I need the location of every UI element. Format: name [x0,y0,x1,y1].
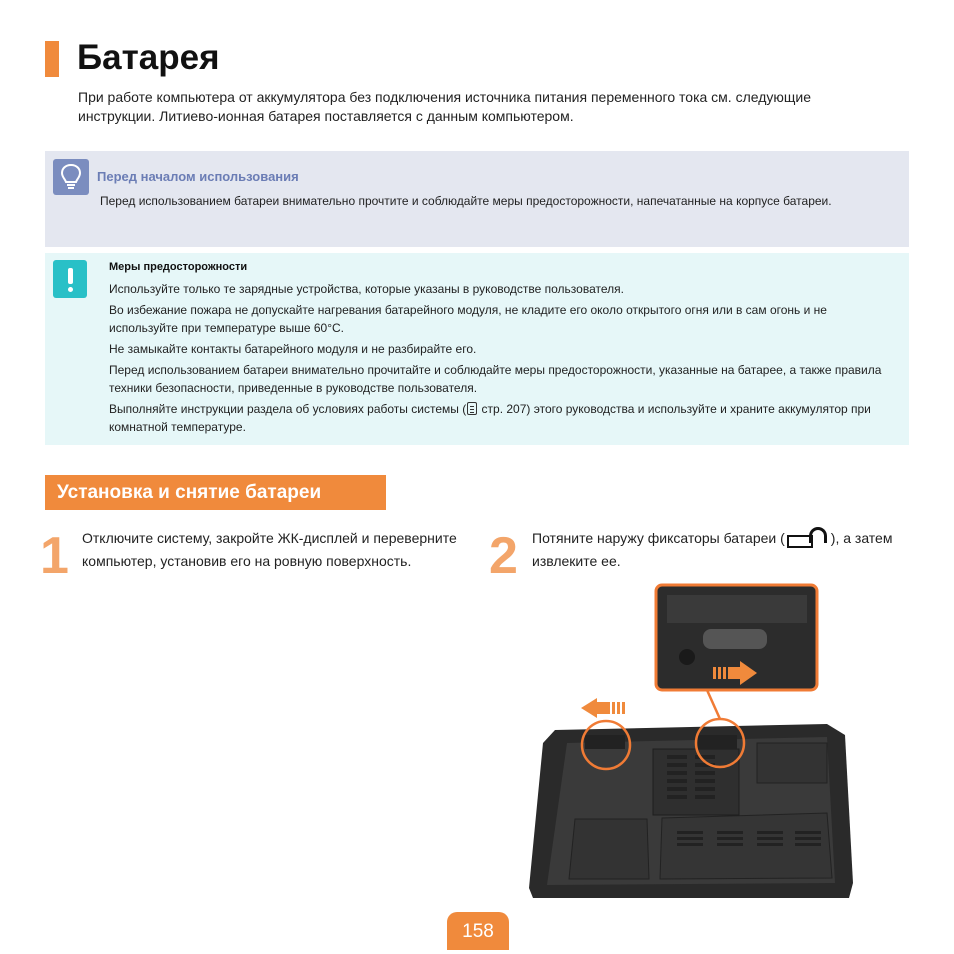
caution-title: Меры предосторожности [109,261,248,273]
laptop-bottom-image [529,724,853,898]
step-2-text-start: Потяните наружу фиксаторы батареи ( [532,530,785,546]
caution-item: Используйте только те зарядные устройства, которые указаны в руководстве пользователя. [109,282,624,296]
lightbulb-icon [53,159,89,195]
unlock-icon [785,527,831,549]
caution-list [109,280,899,439]
caution-item-text-end: стр. 207) этого руководства и используйте и храните аккумулятор при комнатной температуре. [109,402,871,434]
page-number: 158 [462,921,494,942]
caution-item: Не замыкайте контакты батарейного модуля и не разбирайте его. [109,342,477,356]
title-accent-bar [45,41,59,77]
caution-item: Во избежание пожара не допускайте нагревания батарейного модуля, не кладите его около открытого огня или в сам огонь и не используйте при температуре выше 60°C. [109,303,827,335]
laptop-battery-illustration [527,583,872,898]
step-1-text: Отключите систему, закройте ЖК-дисплей и переверните компьютер, установив его на ровную поверхность. [82,530,457,569]
exclamation-icon [53,260,87,298]
page-title: Батарея [77,38,220,77]
caution-box [45,253,909,445]
section-header [45,475,386,510]
intro-text: При работе компьютера от аккумулятора без подключения источника питания переменного тока см. следующие инструкции. Литиево-ионная батарея поставляется с данным компьютером. [78,89,812,124]
page-number-tab [447,912,509,950]
manual-reference-icon [467,402,477,415]
note-title: Перед началом использования [97,169,299,184]
note-box [45,151,909,247]
caution-item: Перед использованием батареи внимательно прочитайте и соблюдайте меры предосторожности, указанные на батарее, а также правила техники безопасности, приведенные в руководстве пользователя. [109,363,882,395]
note-text: Перед использованием батареи внимательно прочтите и соблюдайте меры предосторожности, напечатанные на корпусе батареи. [100,194,832,208]
left-arrow-icon [581,698,625,718]
step-2-text [532,527,912,573]
caution-item-text-start: Выполняйте инструкции раздела об условиях работы системы ( [109,402,467,416]
section-title: Установка и снятие батареи [57,482,322,503]
caution-item [109,400,899,436]
step-2-number: 2 [489,527,518,585]
step-1-number: 1 [40,527,69,585]
step-2-text-end: ), а затем извлеките ее. [532,530,893,569]
